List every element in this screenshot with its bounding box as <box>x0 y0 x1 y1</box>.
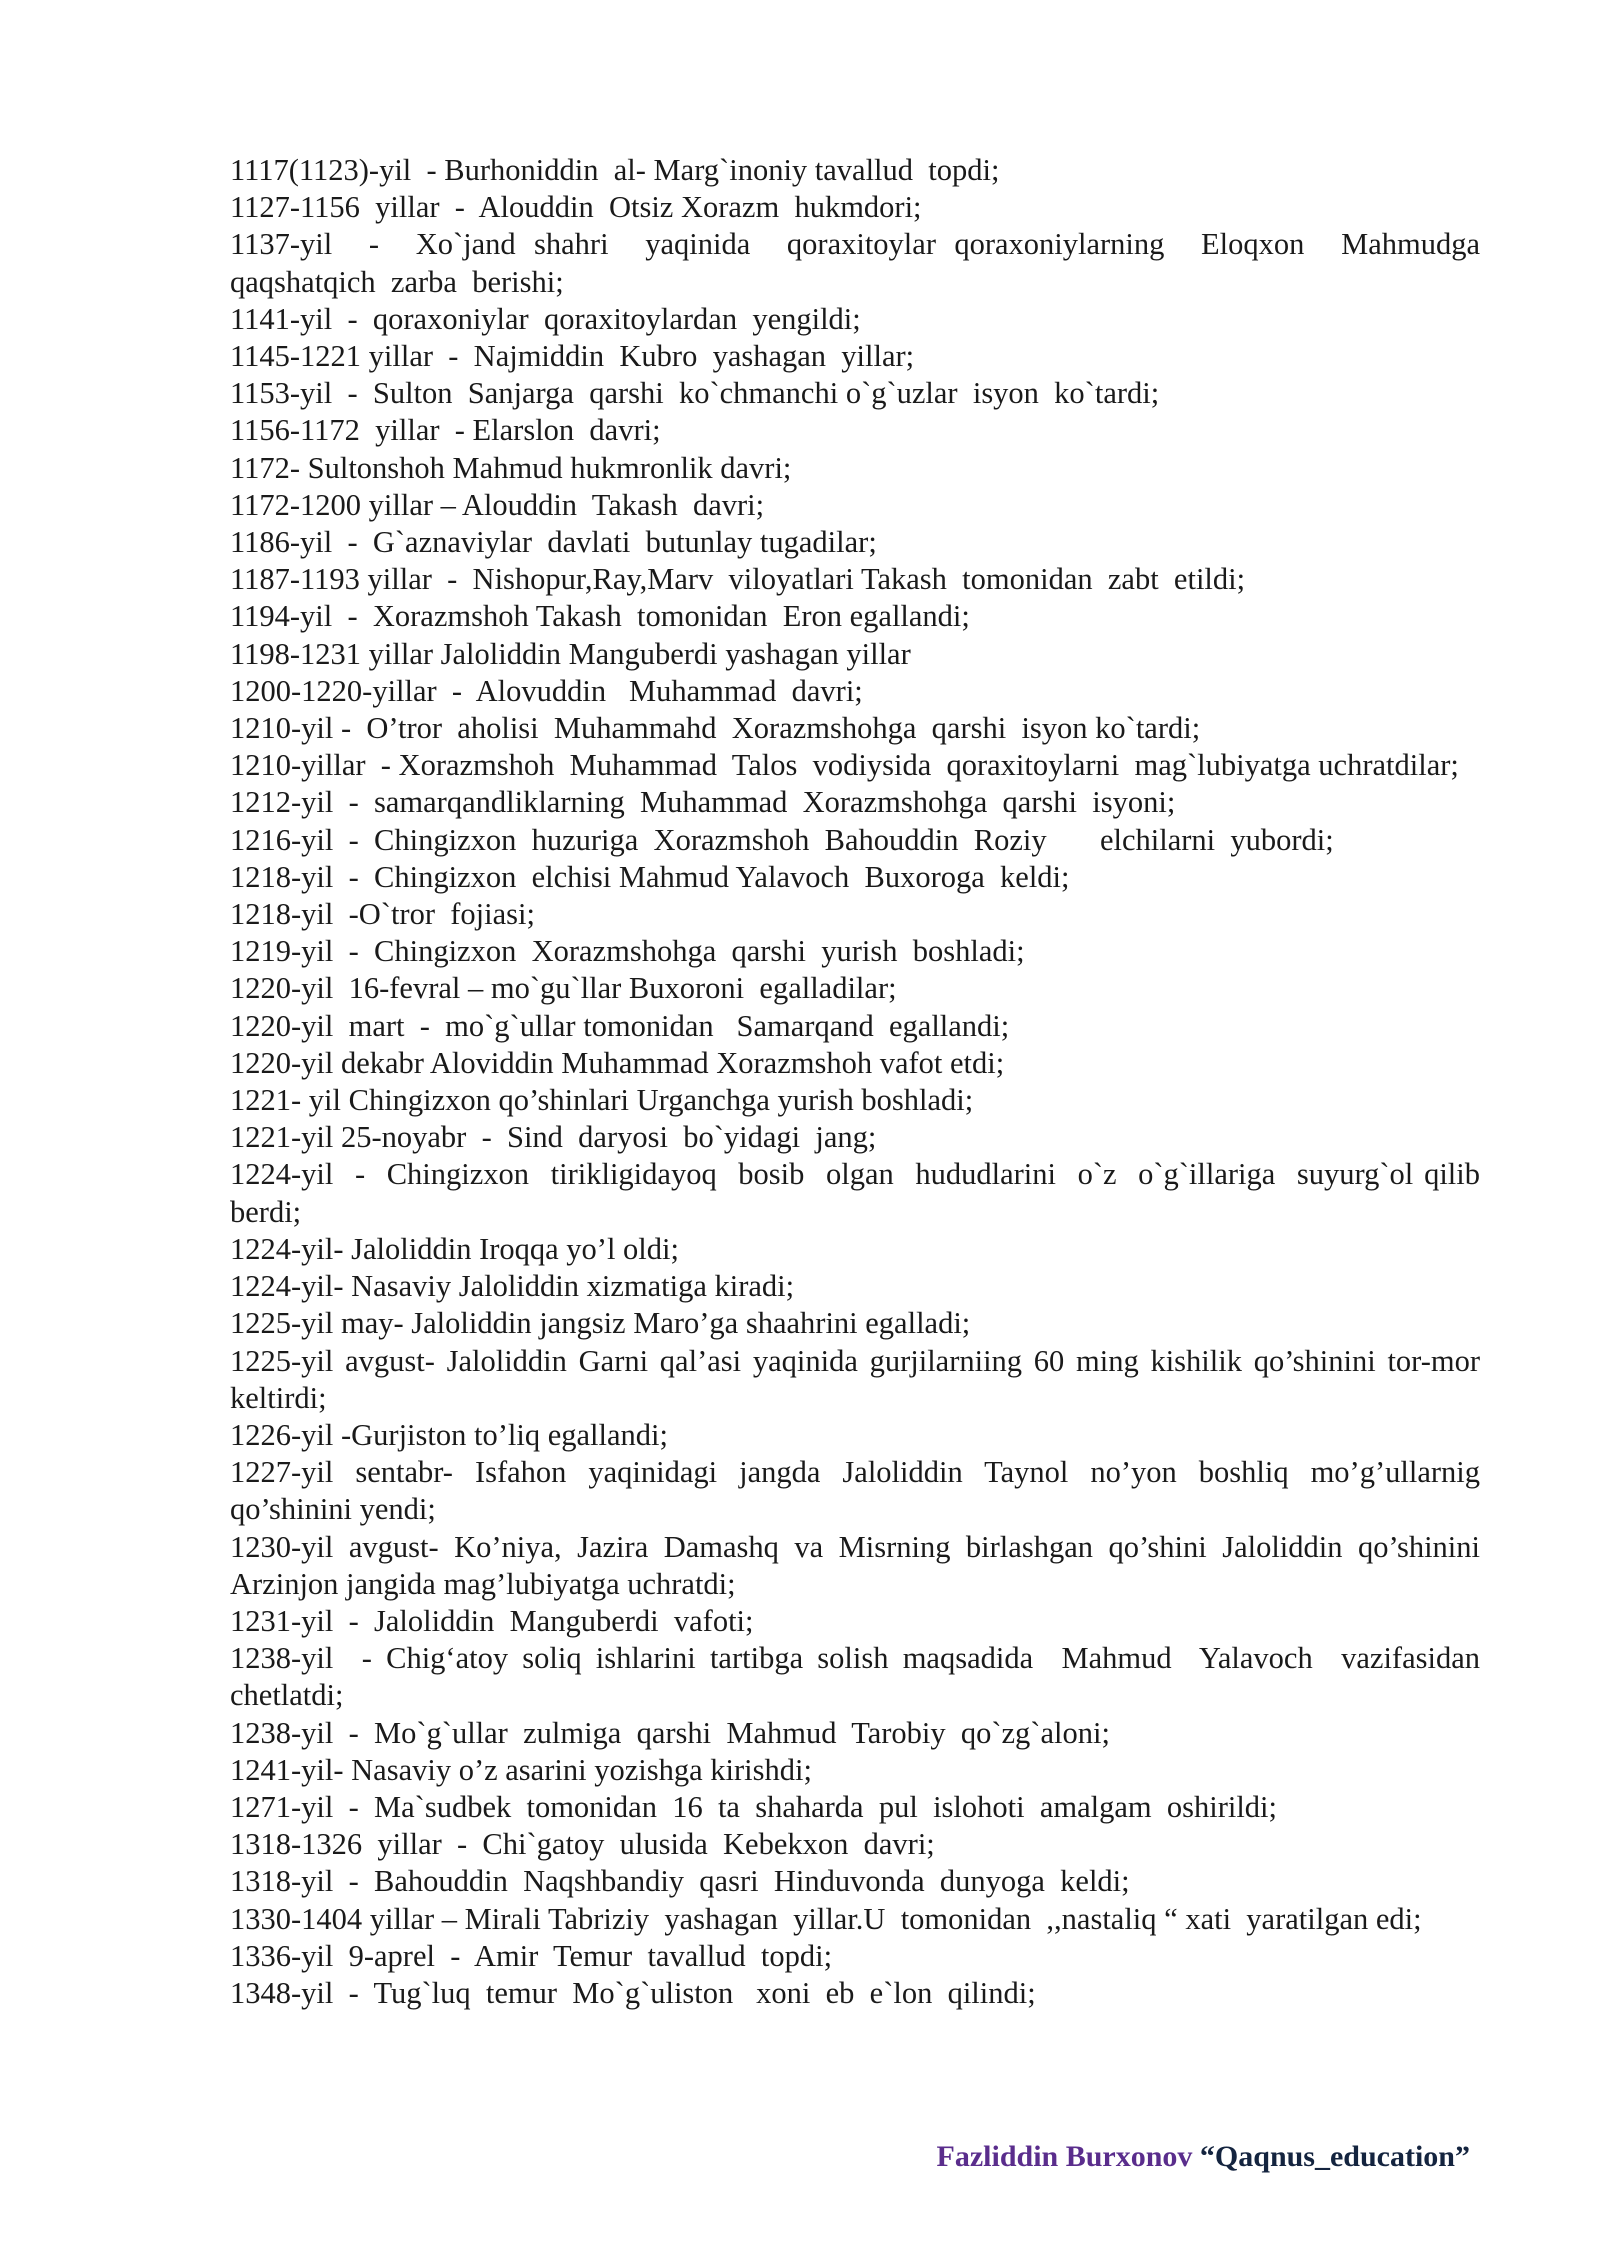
timeline-entry: 1141-yil - qoraxoniylar qoraxitoylardan yengildi; <box>230 301 861 336</box>
footer-author: Fazliddin Burxonov <box>936 2140 1193 2173</box>
timeline-entry: 1172-1200 yillar – Alouddin Takash davri; <box>230 487 765 522</box>
timeline-entry: 1200-1220-yillar - Alovuddin Muhammad davri; <box>230 673 863 708</box>
timeline-entry: 1137-yil - Xo`jand shahri yaqinida qoraxitoylar qoraxoniylarning Eloqxon Mahmudga qaqshatqich zarba berishi; <box>230 227 1496 299</box>
timeline-entry: 1210-yillar - Xorazmshoh Muhammad Talos vodiysida qoraxitoylarni mag`lubiyatga uchratdilar; <box>230 748 1459 783</box>
timeline-entry: 1238-yil - Chig‘atoy soliq ishlarini tartibga solish maqsadida Mahmud Yalavoch vazifasidan chetlatdi; <box>230 1641 1488 1713</box>
timeline-entry: 1187-1193 yillar - Nishopur,Ray,Marv viloyatlari Takash tomonidan zabt etildi; <box>230 562 1246 597</box>
footer-credit <box>937 2140 1470 2174</box>
timeline-entry: 1186-yil - G`aznaviylar davlati butunlay tugadilar; <box>230 525 877 560</box>
timeline-entry: 1210-yil - O’tror aholisi Muhammahd Xorazmshohga qarshi isyon ko`tardi; <box>230 711 1201 746</box>
timeline-entry: 1221-yil 25-noyabr - Sind daryosi bo`yidagi jang; <box>230 1120 877 1155</box>
timeline-entry: 1348-yil - Tug`luq temur Mo`g`uliston xoni eb e`lon qilindi; <box>230 1975 1036 2010</box>
timeline-entry: 1230-yil avgust- Ko’niya, Jazira Damashq va Misrning birlashgan qo’shini Jaloliddin qo’shinini Arzinjon jangida mag’lubiyatga uchratdi; <box>230 1529 1486 1601</box>
timeline-entry: 1224-yil- Nasaviy Jaloliddin xizmatiga kiradi; <box>230 1269 795 1304</box>
timeline-entry: 1198-1231 yillar Jaloliddin Manguberdi yashagan yillar <box>230 636 911 671</box>
timeline-entry: 1219-yil - Chingizxon Xorazmshohga qarshi yurish boshladi; <box>230 934 1025 969</box>
timeline-entry: 1238-yil - Mo`g`ullar zulmiga qarshi Mahmud Tarobiy qo`zg`aloni; <box>230 1715 1110 1750</box>
timeline-entry: 1318-1326 yillar - Chi`gatoy ulusida Kebekxon davri; <box>230 1827 935 1862</box>
timeline-entry: 1172- Sultonshoh Mahmud hukmronlik davri; <box>230 450 792 485</box>
timeline-entry: 1194-yil - Xorazmshoh Takash tomonidan Eron egallandi; <box>230 599 970 634</box>
timeline-entry: 1218-yil -O`tror fojiasi; <box>230 897 535 932</box>
timeline-entry: 1336-yil 9-aprel - Amir Temur tavallud topdi; <box>230 1938 833 1973</box>
timeline-entry: 1117(1123)-yil - Burhoniddin al- Marg`inoniy tavallud topdi; <box>230 153 1000 187</box>
timeline-entry: 1212-yil - samarqandliklarning Muhammad Xorazmshohga qarshi isyoni; <box>230 785 1176 820</box>
timeline-entry: 1226-yil -Gurjiston to’liq egallandi; <box>230 1417 668 1452</box>
timeline-entry: 1153-yil - Sulton Sanjarga qarshi ko`chmanchi o`g`uzlar isyon ko`tardi; <box>230 376 1160 411</box>
timeline-entry: 1156-1172 yillar - Elarslon davri; <box>230 413 661 448</box>
timeline-entry: 1224-yil- Jaloliddin Iroqqa yo’l oldi; <box>230 1231 679 1266</box>
timeline-entry: 1227-yil sentabr- Isfahon yaqinidagi jangda Jaloliddin Taynol no’yon boshliq mo’g’ullarnig qo’shinini yendi; <box>230 1455 1488 1527</box>
timeline-entry: 1220-yil 16-fevral – mo`gu`llar Buxoroni egalladilar; <box>230 971 897 1006</box>
timeline-list <box>230 152 1496 2012</box>
timeline-entry: 1225-yil avgust- Jaloliddin Garni qal’asi yaqinida gurjilarniing 60 ming kishilik qo’shinini tor-mor keltirdi; <box>230 1343 1488 1415</box>
timeline-entry: 1145-1221 yillar - Najmiddin Kubro yashagan yillar; <box>230 339 915 374</box>
timeline-entry: 1221- yil Chingizxon qo’shinlari Urganchga yurish boshladi; <box>230 1083 974 1118</box>
timeline-entry: 1216-yil - Chingizxon huzuriga Xorazmshoh Bahouddin Roziy elchilarni yubordi; <box>230 822 1334 857</box>
footer-brand: “Qaqnus_education” <box>1199 2140 1470 2173</box>
timeline-entry: 1241-yil- Nasaviy o’z asarini yozishga kirishdi; <box>230 1752 812 1787</box>
timeline-entry: 1231-yil - Jaloliddin Manguberdi vafoti; <box>230 1603 754 1638</box>
timeline-entry: 1330-1404 yillar – Mirali Tabriziy yashagan yillar.U tomonidan ,,nastaliq “ xati yaratilgan edi; <box>230 1901 1422 1936</box>
timeline-entry: 1127-1156 yillar - Alouddin Otsiz Xorazm hukmdori; <box>230 190 922 225</box>
timeline-entry: 1225-yil may- Jaloliddin jangsiz Maro’ga shaahrini egalladi; <box>230 1306 971 1341</box>
timeline-entry: 1224-yil - Chingizxon tirikligidayoq bosib olgan hududlarini o`z o`g`illariga suyurg`ol qilib berdi; <box>230 1157 1488 1229</box>
timeline-entry: 1271-yil - Ma`sudbek tomonidan 16 ta shaharda pul islohoti amalgam oshirildi; <box>230 1789 1278 1824</box>
timeline-entry: 1318-yil - Bahouddin Naqshbandiy qasri Hinduvonda dunyoga keldi; <box>230 1864 1130 1899</box>
timeline-entry: 1220-yil dekabr Aloviddin Muhammad Xorazmshoh vafot etdi; <box>230 1045 1005 1080</box>
timeline-entry: 1218-yil - Chingizxon elchisi Mahmud Yalavoch Buxoroga keldi; <box>230 859 1070 894</box>
timeline-entry: 1220-yil mart - mo`g`ullar tomonidan Samarqand egallandi; <box>230 1008 1010 1043</box>
